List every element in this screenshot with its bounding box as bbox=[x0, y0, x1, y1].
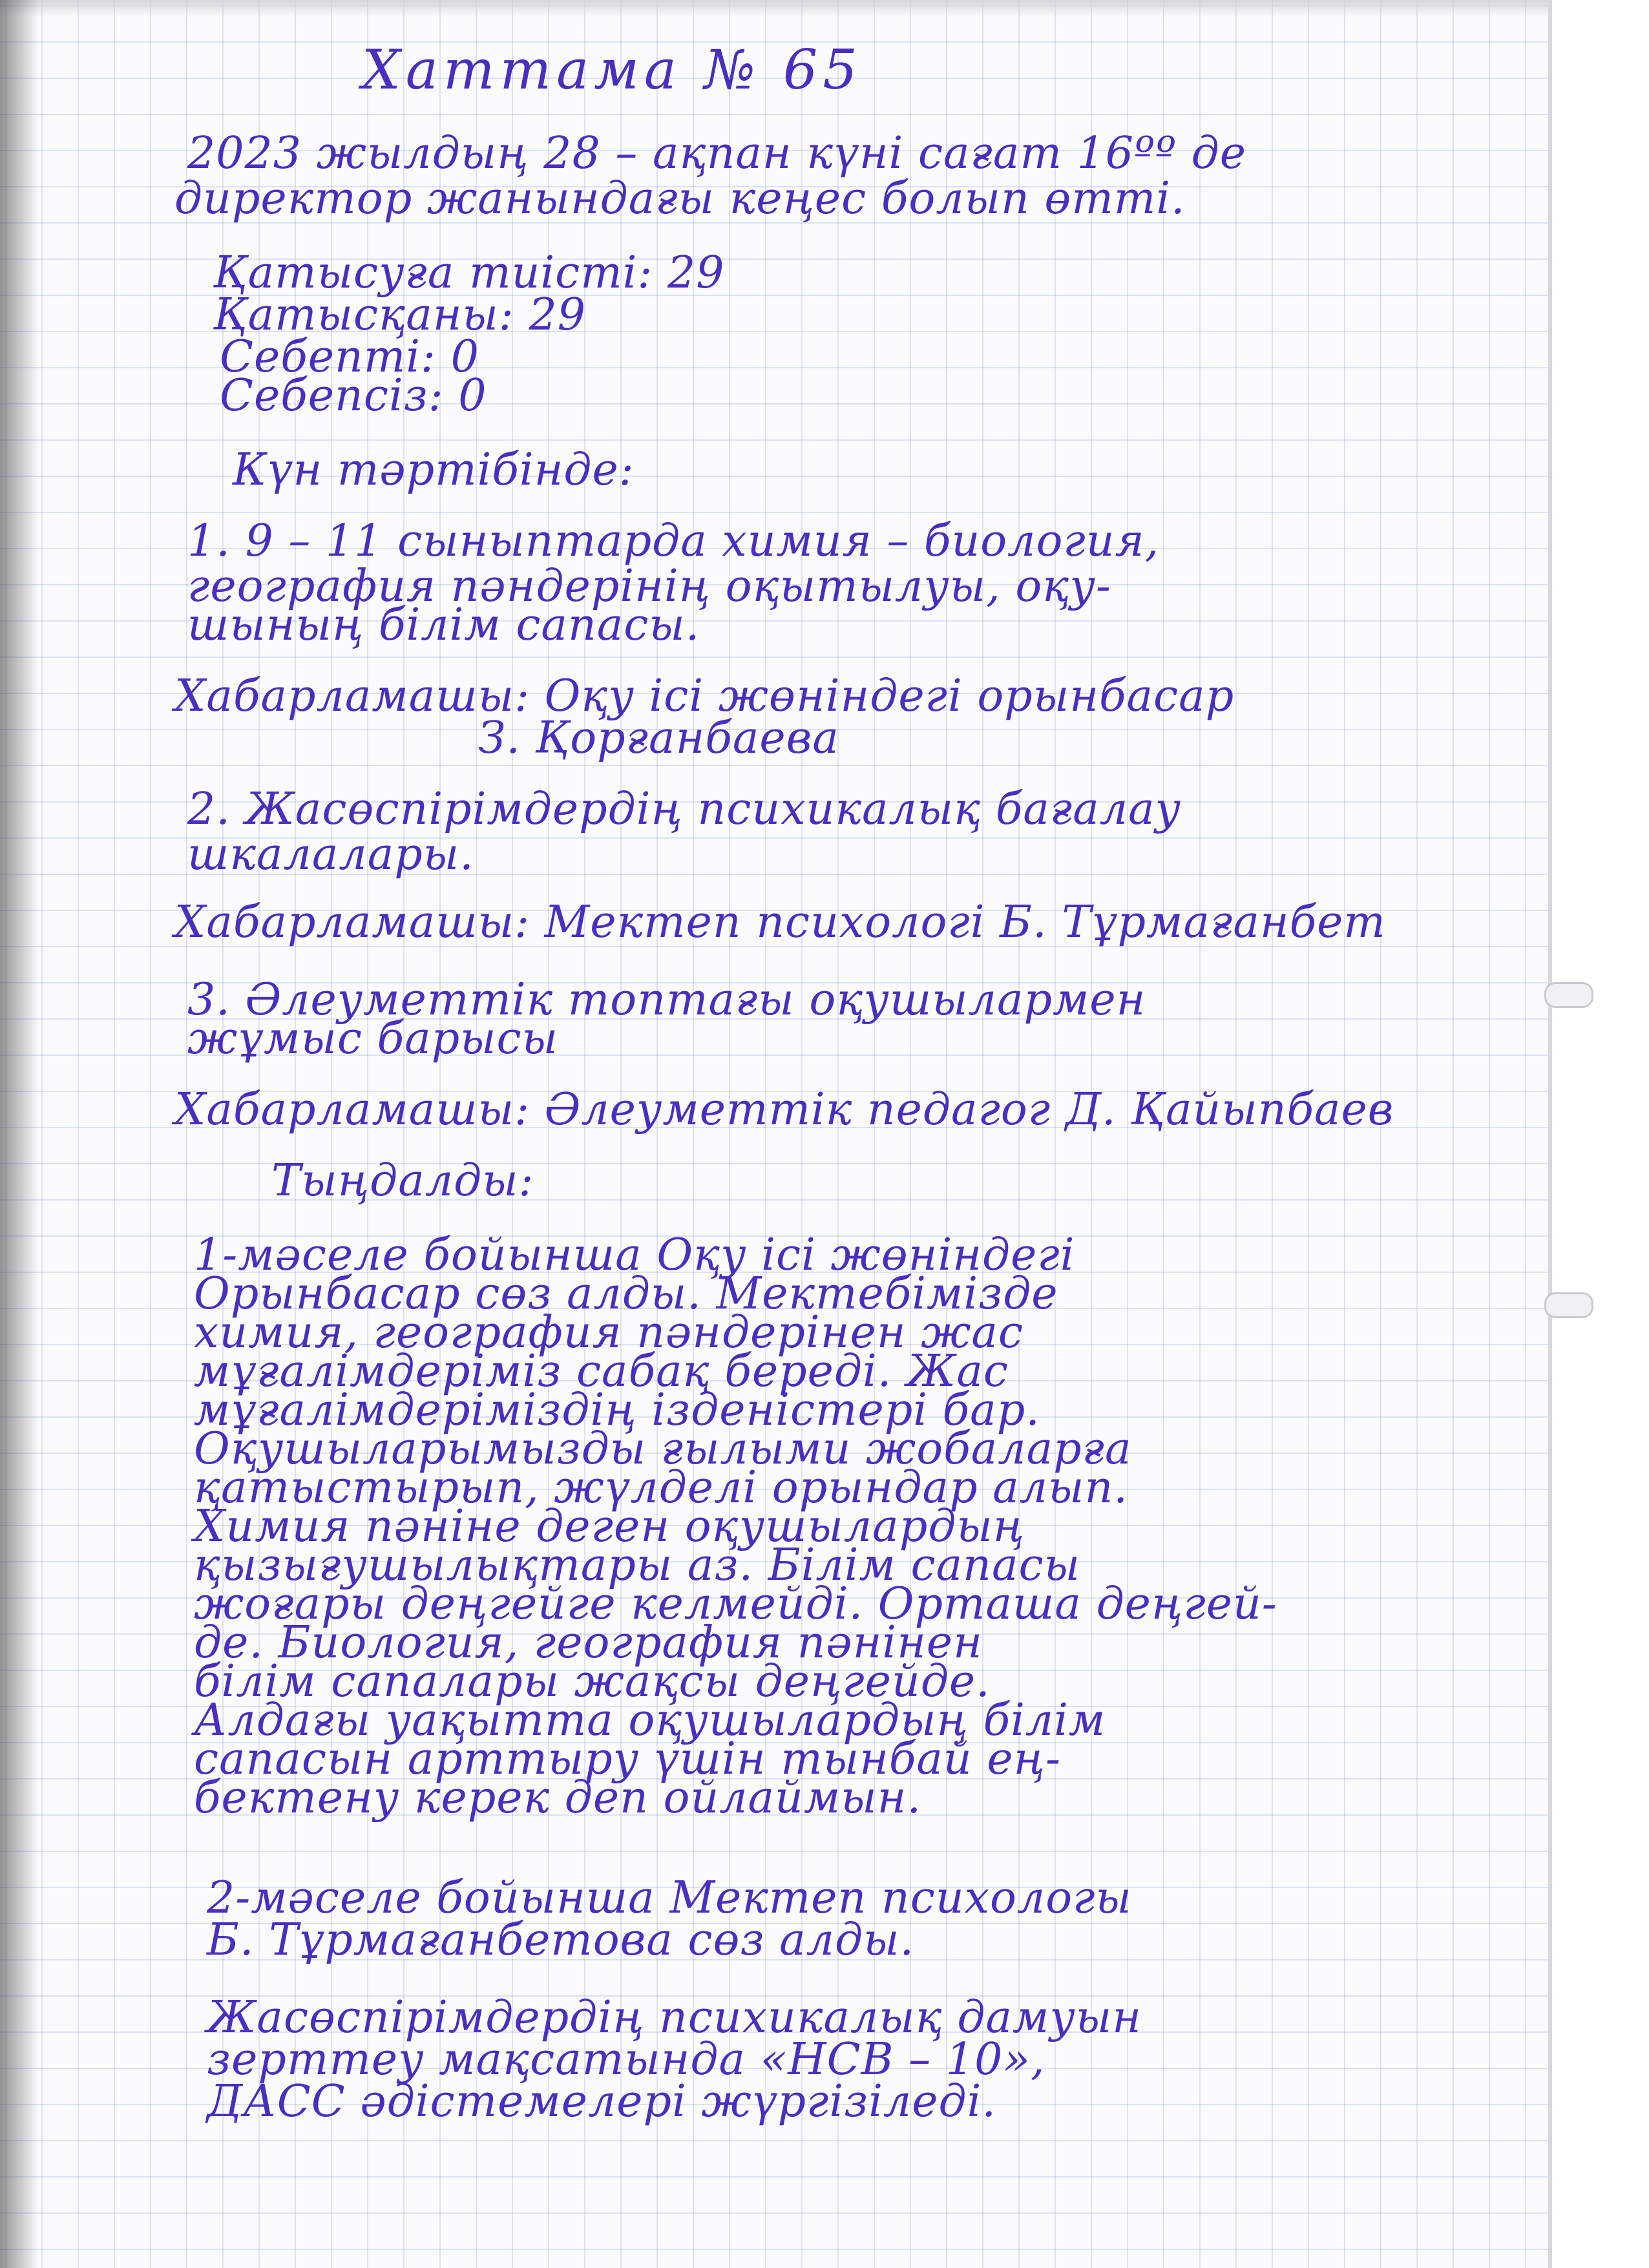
attendance-line: Себепті: 0 bbox=[220, 331, 479, 383]
heard-heading: Тыңдалды: bbox=[271, 1155, 534, 1206]
page-top-edge bbox=[0, 0, 1649, 17]
attendance-line: Қатысқаны: 29 bbox=[213, 289, 586, 341]
attendance-line: Қатысуға тиісті: 29 bbox=[213, 247, 725, 299]
heard-text-line: Орынбасар сөз алды. Мектебімізде bbox=[194, 1268, 1058, 1319]
heard-text-line: Химия пәніне деген оқушылардың bbox=[194, 1501, 1025, 1552]
heard-text-line: зерттеу мақсатында «НСВ – 10», bbox=[207, 2034, 1045, 2085]
agenda-item-line: 2. Жасөспірімдердің психикалық бағалау bbox=[187, 784, 1182, 835]
heard-text-line: Жасөспірімдердің психикалық дамуын bbox=[207, 1992, 1142, 2043]
binder-hole bbox=[1544, 982, 1593, 1008]
heard-text-line: мұғалімдеріміз сабақ береді. Жас bbox=[194, 1346, 1009, 1397]
heard-text-line: сапасын арттыру үшін тынбай ең- bbox=[194, 1734, 1061, 1785]
heard-text-line: ДАСС әдістемелері жүргізіледі. bbox=[207, 2076, 996, 2127]
binder-hole bbox=[1544, 1292, 1593, 1318]
heard-text-line: химия, география пәндерінен жас bbox=[194, 1307, 1024, 1358]
heard-text-line: білім сапалары жақсы деңгейде. bbox=[194, 1656, 991, 1707]
heard-text-line: бектену керек деп ойлаймын. bbox=[194, 1772, 922, 1823]
agenda-item-line: география пәндерінің оқытылуы, оқу- bbox=[187, 561, 1111, 612]
agenda-item-line: 1. 9 – 11 сыныптарда химия – биология, bbox=[187, 516, 1160, 567]
heard-text-line: 2-мәселе бойынша Мектеп психологы bbox=[207, 1873, 1132, 1924]
heard-text-line: 1-мәселе бойынша Оқу ісі жөніндегі bbox=[194, 1230, 1075, 1281]
document-title: Хаттама № 65 bbox=[362, 38, 863, 101]
intro-line: 2023 жылдың 28 – ақпан күні сағат 16ºº де bbox=[187, 128, 1246, 179]
speaker-line: З. Қорғанбаева bbox=[478, 713, 839, 764]
agenda-heading: Күн тәртібінде: bbox=[233, 445, 635, 496]
attendance-line: Себепсіз: 0 bbox=[220, 370, 487, 421]
agenda-item-line: жұмыс барысы bbox=[187, 1013, 558, 1064]
heard-text-line: қызығушылықтары аз. Білім сапасы bbox=[194, 1540, 1080, 1591]
heard-text-line: қатыстырып, жүлделі орындар алып. bbox=[194, 1462, 1128, 1513]
heard-text-line: жоғары деңгейге келмейді. Орташа деңгей- bbox=[194, 1579, 1277, 1630]
heard-text-line: Б. Тұрмағанбетова сөз алды. bbox=[207, 1915, 915, 1966]
speaker-line: Хабарламашы: Оқу ісі жөніндегі орынбасар bbox=[174, 671, 1235, 722]
heard-text-line: Алдағы уақытта оқушылардың білім bbox=[194, 1695, 1106, 1746]
intro-line: директор жанындағы кеңес болып өтті. bbox=[174, 173, 1186, 224]
agenda-item-line: шкалалары. bbox=[187, 829, 474, 880]
heard-text-line: Оқушыларымызды ғылыми жобаларға bbox=[194, 1423, 1132, 1475]
binding-shadow bbox=[0, 0, 39, 2268]
speaker-line: Хабарламашы: Әлеуметтік педагог Д. Қайыпбаев bbox=[174, 1084, 1394, 1135]
heard-text-line: де. Биология, география пәнінен bbox=[194, 1617, 983, 1668]
agenda-item-line: 3. Әлеуметтік топтағы оқушылармен bbox=[187, 974, 1146, 1025]
heard-text-line: мұғалімдеріміздің ізденістері бар. bbox=[194, 1385, 1040, 1436]
page-right-margin bbox=[1548, 0, 1649, 2268]
agenda-item-line: шының білім сапасы. bbox=[187, 600, 700, 651]
speaker-line: Хабарламашы: Мектеп психологі Б. Тұрмағанбет bbox=[174, 897, 1386, 948]
